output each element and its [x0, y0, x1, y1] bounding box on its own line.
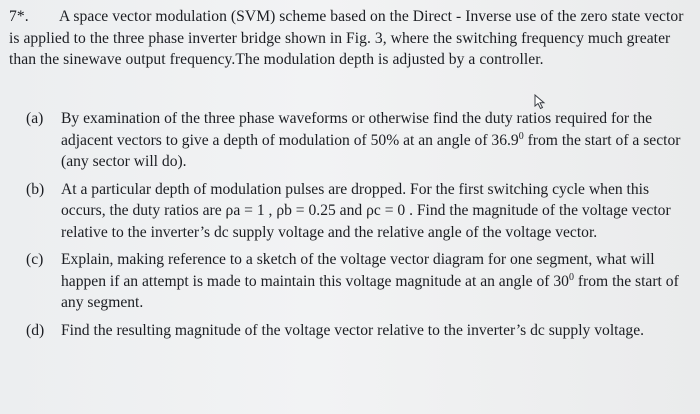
part-b-label: (b) — [26, 180, 45, 198]
question-intro-text: A space vector modulation (SVM) scheme based on the Direct - Inverse use of the zero state vector is applied to the three phase inverter bridge shown in Fig. 3, where the switching frequency much greater than the sinewave output frequency.The modulation depth is adjusted by a controller. — [9, 8, 684, 68]
part-a-text — [61, 108, 692, 173]
part-a-text-end: from the start of a sector (any sector will do). — [61, 131, 681, 170]
degree-superscript: 0 — [518, 130, 524, 142]
part-a-label: (a) — [26, 110, 44, 127]
mouse-pointer-icon — [534, 94, 548, 110]
part-c — [26, 249, 692, 314]
part-b — [26, 179, 692, 244]
part-c-text-end: from the start of any segment. — [61, 272, 679, 311]
part-b-text: At a particular depth of modulation pulses are dropped. For the first switching cycle when this occurs, the duty ratios are ρa = 1 , ρb = 0.25 and ρc = 0 . Find the magnitude of the voltage vector relative to the inverter’s dc supply voltage and the relative angle of the voltage vector. — [61, 180, 671, 241]
part-d-label: (d) — [26, 321, 45, 339]
question-intro — [9, 6, 693, 71]
part-d-text: Find the resulting magnitude of the voltage vector relative to the inverter’s dc supply voltage. — [61, 321, 645, 339]
degree-superscript: 0 — [568, 271, 574, 283]
question-number: 7*. — [9, 8, 29, 25]
part-c-label: (c) — [26, 251, 44, 268]
part-a-text-main: By examination of the three phase waveforms or otherwise find the duty ratios required for the adjacent vectors to give a depth of modulation of 50% at an angle of 36.9 — [61, 110, 653, 149]
part-c-text — [61, 249, 692, 314]
part-a — [26, 108, 692, 173]
part-c-text-main: Explain, making reference to a sketch of the voltage vector diagram for one segment, what will happen if an attempt is made to maintain this voltage magnitude at an angle of 30 — [61, 251, 655, 290]
question-parts — [26, 108, 692, 347]
part-d — [26, 320, 692, 342]
